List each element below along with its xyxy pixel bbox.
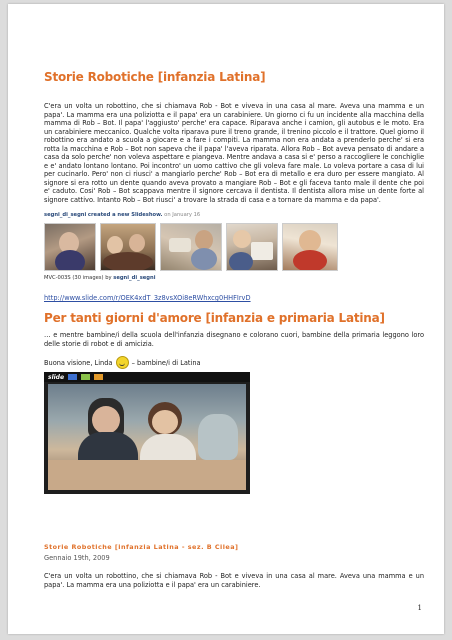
slideshow-count: (30 images) xyxy=(72,275,104,281)
slideshow-by: by xyxy=(105,275,112,281)
section2-body: … e mentre bambine/i della scuola dell'infanzia disegnano e colorano cuori, bambine della primaria leggono loro delle storie di robot e di amicizia. xyxy=(44,331,424,348)
slideshow-thumbnail[interactable] xyxy=(282,223,338,271)
section3-body: C'era un volta un robottino, che si chiamava Rob - Bot e viveva in una casa al mare. Aveva una mamma e un papa'. La mamma era una poliziotta e il papa' era un carabiniere. xyxy=(44,572,424,589)
document-page xyxy=(8,4,444,634)
slideshow-thumbnails xyxy=(44,223,424,271)
section3-heading xyxy=(44,534,424,553)
greeting-after: – bambine/i di Latina xyxy=(131,359,201,367)
slideshow-author[interactable]: segni_di_segni xyxy=(113,275,156,281)
slideshow-thumbnail[interactable] xyxy=(160,223,222,271)
player-button-icon[interactable] xyxy=(68,374,77,380)
section3-title-link[interactable]: Storie Robotiche [infanzia Latina - sez. B Cilea] xyxy=(44,543,239,551)
slideshow-player[interactable] xyxy=(44,372,250,494)
player-logo: slide xyxy=(48,373,65,381)
smiley-icon xyxy=(116,356,129,369)
page-content xyxy=(44,70,424,589)
slideshow-user[interactable]: segni_di_segni xyxy=(44,212,87,218)
page-number: 1 xyxy=(417,604,422,612)
slideshow-link[interactable]: http://www.slide.com/r/OEK4xdT_3z8vsXOi8eRWhxcg0HHFIrvD xyxy=(44,294,251,302)
slideshow-action: created a new Slideshow. xyxy=(87,212,163,218)
greeting-line xyxy=(44,356,424,369)
slideshow-embed[interactable] xyxy=(44,212,424,292)
slideshow-caption xyxy=(44,212,424,218)
slideshow-thumbnail[interactable] xyxy=(226,223,278,271)
slideshow-thumbnail[interactable] xyxy=(100,223,156,271)
section2-title: Per tanti giorni d'amore [infanzia e primaria Latina] xyxy=(44,311,385,325)
slideshow-name: MVC-003S xyxy=(44,275,71,281)
section1-title: Storie Robotiche [infanzia Latina] xyxy=(44,70,266,84)
section1-body: C'era un volta un robottino, che si chiamava Rob - Bot e viveva in una casa al mare. Aveva una mamma e un papa'. La mamma era una poliziotta e il papa' era un carabiniere. Un giorno ci fu un incidente alla macchina della mamma di Rob – Bot. Il papa' l'aggiusto' perche' era capace. Riparava anche i camion, gli autobus e le moto. Era un carabiniere meccanico. Qualche volta riparava pure il treno grande, il trenino piccolo e il trattore. Quel giorno il robottino era andato a scuola a giocare e a fare i compiti. La mamma non era andata a prenderlo perche' si era rotta la macchina e Rob – Bot non sapeva che il papa' l'aveva riparata. Allora Rob – Bot aveva pensato di andare a casa da solo perche' non voleva aspettare e piangeva. Mentre andava a casa si e' perso a raccogliere le conchiglie e e' andato lontano lontano. Poi incontro' un uomo cattivo che gli voleva fare male. Lo voleva portare a casa di lui per cucinarlo. Pero' non ci riusci' a mangiarlo perche' Rob – Bot era di metallo e era duro per essere mangiato. Al signore si era rotto un dente quando aveva provato a mangiare Rob – Bot e gli faceva tanto male il dente che poi e' caduto. Cosi' Rob – Bot scappava mentre il signore cercava il dentista. Il dentista allora mise un dente forte al signore cattivo. Intanto Rob – Bot riusci' a trovare la strada di casa e a tornare da mamma e da papa'. xyxy=(44,102,424,204)
player-image xyxy=(48,384,246,490)
greeting-before: Buona visione, Linda xyxy=(44,359,113,367)
section3-date: Gennaio 19th, 2009 xyxy=(44,554,110,562)
slideshow-meta xyxy=(44,275,424,281)
player-toolbar xyxy=(44,372,250,382)
slideshow-when: on January 16 xyxy=(164,212,201,218)
player-button-icon[interactable] xyxy=(94,374,103,380)
player-button-icon[interactable] xyxy=(81,374,90,380)
slideshow-thumbnail[interactable] xyxy=(44,223,96,271)
